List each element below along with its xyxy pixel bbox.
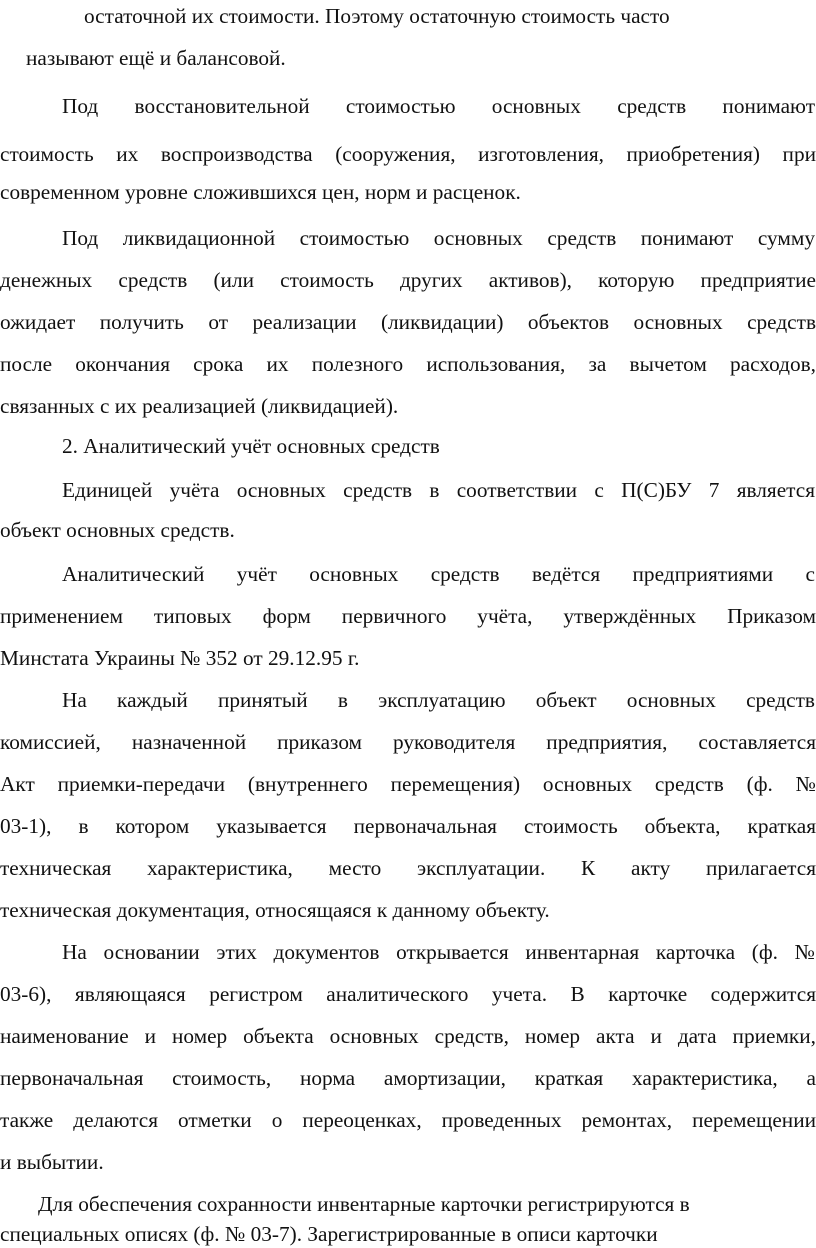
text-line: техническая характеристика, место эксплуатации. К акту прилагается	[0, 856, 816, 880]
text-line: и выбытии.	[0, 1150, 104, 1174]
text-line: Для обеспечения сохранности инвентарные карточки регистрируются в	[38, 1192, 690, 1216]
text-line: объект основных средств.	[0, 518, 235, 542]
text-line: специальных описях (ф. № 03-7). Зарегистрированные в описи карточки	[0, 1222, 658, 1246]
text-line: 03-6), являющаяся регистром аналитического учета. В карточке содержится	[0, 982, 816, 1006]
text-line: комиссией, назначенной приказом руководителя предприятия, составляется	[0, 730, 816, 754]
text-line: называют ещё и балансовой.	[26, 46, 286, 70]
text-line: стоимость их воспроизводства (сооружения, изготовления, приобретения) при	[0, 142, 816, 166]
text-line: Аналитический учёт основных средств ведётся предприятиями с	[62, 562, 815, 586]
text-line: ожидает получить от реализации (ликвидации) объектов основных средств	[0, 310, 816, 334]
text-line: остаточной их стоимости. Поэтому остаточную стоимость часто	[84, 4, 670, 28]
text-line: 03-1), в котором указывается первоначальная стоимость объекта, краткая	[0, 814, 816, 838]
text-line: современном уровне сложившихся цен, норм и расценок.	[0, 180, 521, 204]
text-line: наименование и номер объекта основных средств, номер акта и дата приемки,	[0, 1024, 816, 1048]
text-line: после окончания срока их полезного использования, за вычетом расходов,	[0, 352, 816, 376]
text-line: Акт приемки-передачи (внутреннего перемещения) основных средств (ф. №	[0, 772, 816, 796]
text-line: Минстата Украины № 352 от 29.12.95 г.	[0, 646, 360, 670]
text-line: Под восстановительной стоимостью основных средств понимают	[62, 94, 815, 118]
text-line: На основании этих документов открывается инвентарная карточка (ф. №	[62, 940, 815, 964]
text-line: применением типовых форм первичного учёта, утверждённых Приказом	[0, 604, 816, 628]
text-line: техническая документация, относящаяся к данному объекту.	[0, 898, 550, 922]
text-line: также делаются отметки о переоценках, проведенных ремонтах, перемещении	[0, 1108, 816, 1132]
text-line: связанных с их реализацией (ликвидацией).	[0, 394, 399, 418]
text-line: Под ликвидационной стоимостью основных средств понимают сумму	[62, 226, 815, 250]
text-line: На каждый принятый в эксплуатацию объект основных средств	[62, 688, 815, 712]
text-line: Единицей учёта основных средств в соответствии с П(С)БУ 7 является	[62, 478, 815, 502]
section-heading: 2. Аналитический учёт основных средств	[62, 434, 440, 458]
text-line: денежных средств (или стоимость других активов), которую предприятие	[0, 268, 816, 292]
text-line: первоначальная стоимость, норма амортизации, краткая характеристика, а	[0, 1066, 816, 1090]
